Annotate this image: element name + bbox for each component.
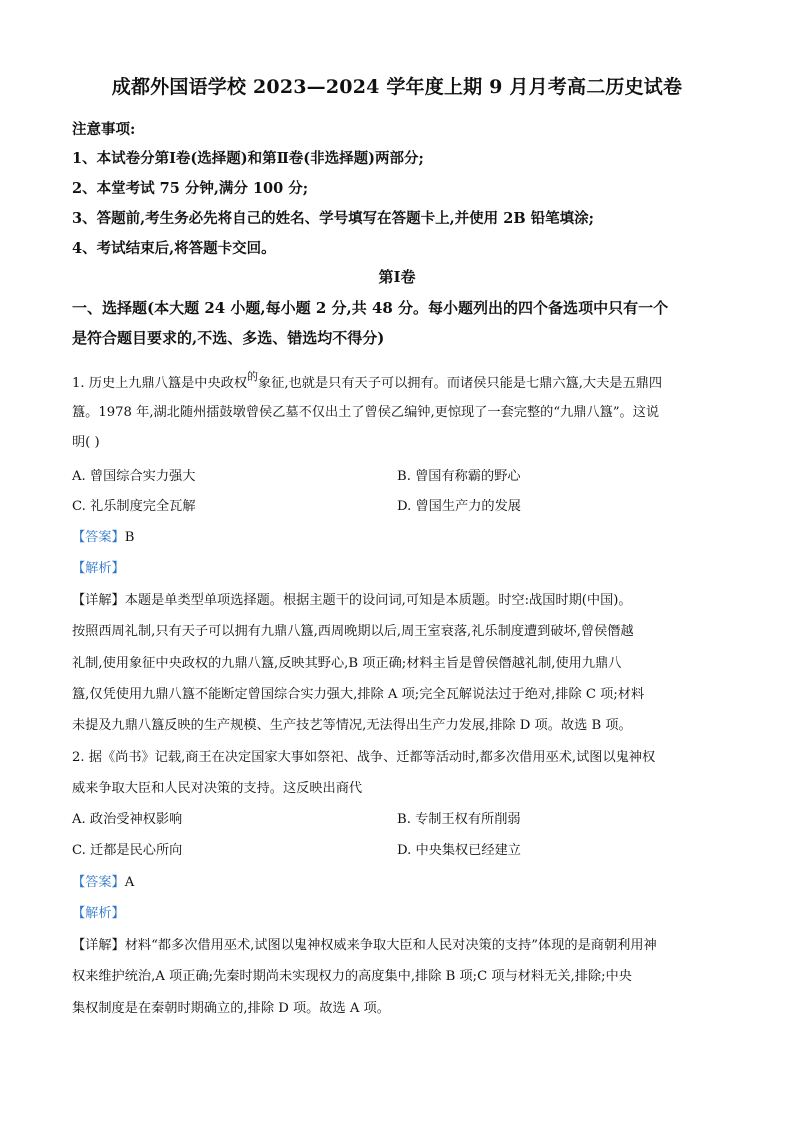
- detail-tag: 【详解】: [72, 938, 125, 953]
- detail-text: 材料“都多次借用巫术,试图以鬼神权威来争取大臣和人民对决策的支持”体现的是商朝利用神: [124, 938, 657, 953]
- answer-tag: 【答案】: [72, 875, 125, 890]
- notice-item: 3、答题前,考生务必先将自己的姓名、学号填写在答题卡上,并使用 2B 铅笔填涂;: [72, 210, 594, 227]
- question-2-stem-line: 威来争取大臣和人民对决策的支持。这反映出商代: [72, 781, 363, 796]
- question-2-answer: [72, 871, 134, 890]
- question-1-analysis: [72, 557, 125, 576]
- question-2-detail-line: 权来维护统治,A 项正确;先秦时期尚未实现权力的高度集中,排除 B 项;C 项与材料无关,排除;中央: [72, 969, 632, 984]
- notice-item: 4、考试结束后,将答题卡交回。: [72, 240, 276, 257]
- question-1-answer: [72, 526, 134, 545]
- question-1-stem-line: 明( ): [72, 435, 100, 450]
- answer-value: A: [124, 875, 135, 890]
- question-1-stem-line: 簋。1978 年,湖北随州擂鼓墩曾侯乙墓不仅出土了曾侯乙编钟,更惊现了一套完整的“九鼎八簋”。这说: [72, 405, 660, 420]
- notice-item: 1、本试卷分第Ⅰ卷(选择题)和第Ⅱ卷(非选择题)两部分;: [72, 150, 424, 167]
- question-2-option-b: B. 专制王权有所削弱: [397, 812, 521, 827]
- question-1-detail-line: [72, 589, 632, 608]
- question-2-detail-line: [72, 934, 657, 953]
- section-heading-line1: 一、选择题(本大题 24 小题,每小题 2 分,共 48 分。每小题列出的四个备选项中只有一个: [72, 299, 669, 317]
- question-1-stem-text: 象征,也就是只有天子可以拥有。而诸侯只能是七鼎六簋,大夫是五鼎四: [258, 376, 663, 391]
- part-title: 第Ⅰ卷: [378, 268, 416, 286]
- notice-item: 2、本堂考试 75 分钟,满分 100 分;: [72, 180, 309, 197]
- question-2-option-d: D. 中央集权已经建立: [397, 843, 521, 858]
- analysis-tag: 【解析】: [72, 906, 125, 921]
- question-2-option-c: C. 迁都是民心所向: [72, 843, 183, 858]
- question-1-detail-line: 按照西周礼制,只有天子可以拥有九鼎八簋,西周晚期以后,周王室衰落,礼乐制度遭到破坏,曾侯僭越: [72, 624, 634, 639]
- answer-value: B: [124, 530, 135, 545]
- question-1-stem-line: [72, 368, 662, 391]
- question-1-option-d: D. 曾国生产力的发展: [397, 499, 521, 514]
- question-1-stem-text: 1. 历史上九鼎八簋是中央政权: [72, 376, 248, 391]
- detail-text: 本题是单类型单项选择题。根据主题干的设问词,可知是本质题。时空:战国时期(中国)。: [124, 593, 632, 608]
- question-2-option-a: A. 政治受神权影响: [72, 812, 183, 827]
- detail-tag: 【详解】: [72, 593, 125, 608]
- notice-heading: 注意事项:: [72, 121, 136, 138]
- question-1-detail-line: 簋,仅凭使用九鼎八簋不能断定曾国综合实力强大,排除 A 项;完全瓦解说法过于绝对,排除 C 项;材料: [72, 687, 645, 702]
- question-2-analysis: [72, 902, 125, 921]
- question-1-option-b: B. 曾国有称霸的野心: [397, 469, 521, 484]
- question-1-stem-superscript: 的: [247, 370, 259, 383]
- analysis-tag: 【解析】: [72, 561, 125, 576]
- question-1-detail-line: 未提及九鼎八簋反映的生产规模、生产技艺等情况,无法得出生产力发展,排除 D 项。故选 B 项。: [72, 718, 632, 733]
- section-heading-line2: 是符合题目要求的,不选、多选、错选均不得分): [72, 329, 385, 347]
- question-2-detail-line: 集权制度是在秦朝时期确立的,排除 D 项。故选 A 项。: [72, 1001, 390, 1016]
- question-2-stem-line: 2. 据《尚书》记载,商王在决定国家大事如祭祀、战争、迁都等活动时,都多次借用巫术,试图以鬼神权: [72, 750, 656, 765]
- question-1-option-a: A. 曾国综合实力强大: [72, 469, 196, 484]
- answer-tag: 【答案】: [72, 530, 125, 545]
- question-1-detail-line: 礼制,使用象征中央政权的九鼎八簋,反映其野心,B 项正确;材料主旨是曾侯僭越礼制,使用九鼎八: [72, 656, 622, 671]
- question-1-option-c: C. 礼乐制度完全瓦解: [72, 499, 196, 514]
- page-title: 成都外国语学校 2023—2024 学年度上期 9 月月考高二历史试卷: [111, 76, 683, 98]
